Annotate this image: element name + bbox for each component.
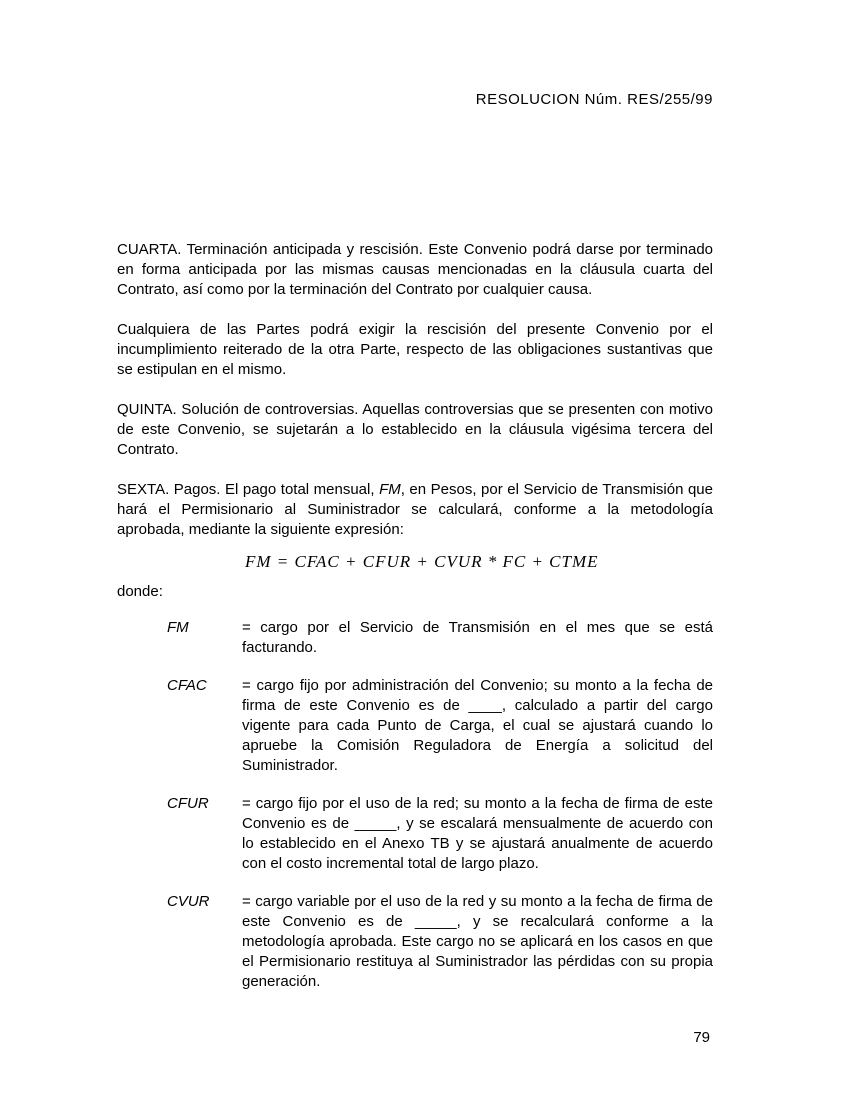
definition-term: CVUR	[167, 893, 210, 910]
definition-text: = cargo fijo por administración del Convenio; su monto a la fecha de firma de este Convenio es de ____, calculado a partir del cargo vigente para cada Punto de Carga, el cual se ajustará cuando lo apruebe la Comisión Reguladora de Energía a solicitud del Suministrador.	[242, 677, 713, 774]
definition-text: = cargo fijo por el uso de la red; su monto a la fecha de firma de este Convenio es de _____, y se escalará mensualmente de acuerdo con lo establecido en el Anexo TB y se ajustará anualmente de acuerdo con el costo incremental total de largo plazo.	[242, 795, 713, 872]
label-donde: donde:	[117, 583, 163, 600]
definition-text: = cargo variable por el uso de la red y su monto a la fecha de firma de este Convenio es de _____, y se recalculará conforme a la metodología aprobada. Este cargo no se aplicará en los casos en que el Permisionario restituya al Suministrador las pérdidas con su propia generación.	[242, 893, 713, 990]
definition-list	[117, 618, 713, 992]
paragraph-sexta	[117, 480, 713, 540]
definition-row-cfac	[117, 676, 713, 776]
definition-term: FM	[167, 619, 189, 636]
definition-term: CFAC	[167, 677, 207, 694]
paragraph-sexta-text-after: , en Pesos, por el Servicio de Transmisión que hará el Permisionario al Suministrador se calculará, conforme a la metodología aprobada, mediante la siguiente expresión:	[117, 481, 713, 538]
paragraph-sexta-text-before: SEXTA. Pagos. El pago total mensual,	[117, 481, 380, 498]
document-body	[117, 240, 713, 992]
paragraph-quinta: QUINTA. Solución de controversias. Aquellas controversias que se presenten con motivo de este Convenio, se sujetarán a lo establecido en la cláusula vigésima tercera del Contrato.	[117, 401, 713, 458]
paragraph-cuarta: CUARTA. Terminación anticipada y rescisión. Este Convenio podrá darse por terminado en forma anticipada por las mismas causas mencionadas en la cláusula cuarta del Contrato, así como por la terminación del Contrato por cualquier causa.	[117, 241, 713, 298]
definition-row-cfur	[117, 794, 713, 874]
payment-formula: FM = CFAC + CFUR + CVUR * FC + CTME	[245, 552, 599, 571]
definition-text: = cargo por el Servicio de Transmisión en el mes que se está facturando.	[242, 619, 713, 656]
paragraph-sexta-term-fm: FM	[379, 481, 401, 498]
definition-term: CFUR	[167, 795, 209, 812]
definition-row-cvur	[117, 892, 713, 992]
page-number: 79	[693, 1029, 710, 1046]
document-header: RESOLUCION Núm. RES/255/99	[475, 91, 713, 108]
paragraph-rescision: Cualquiera de las Partes podrá exigir la rescisión del presente Convenio por el incumplimiento reiterado de la otra Parte, respecto de las obligaciones sustantivas que se estipulan en el mismo.	[117, 321, 713, 378]
definition-row-fm	[117, 618, 713, 658]
